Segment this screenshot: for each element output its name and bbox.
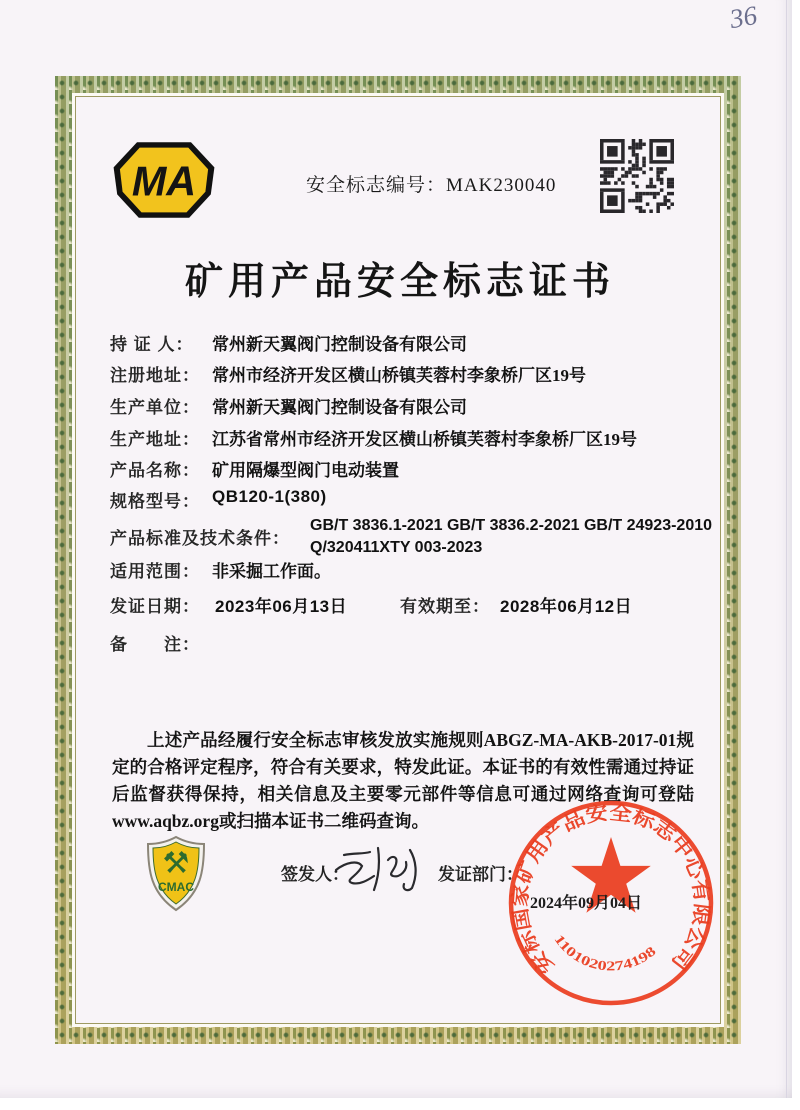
issue-date-value: 2023年06月13日: [215, 597, 348, 616]
field-label-model: 规格型号：: [110, 492, 200, 511]
field-value-reg-address: 常州市经济开发区横山桥镇芙蓉村李象桥厂区19号: [212, 366, 586, 385]
seal-company-arc: 安标国家矿用产品安全标志中心有限公司: [510, 802, 712, 977]
field-value-product-name: 矿用隔爆型阀门电动装置: [212, 461, 399, 480]
certificate-number-value: MAK230040: [446, 175, 557, 196]
certificate-number-label: 安全标志编号：: [306, 175, 447, 196]
valid-until-value: 2028年06月12日: [500, 597, 633, 616]
signer-signature: [330, 840, 430, 894]
field-label-prod-address: 生产地址：: [110, 430, 200, 449]
field-label-reg-address: 注册地址：: [110, 366, 200, 385]
ma-logo-text: MA: [131, 158, 197, 205]
field-label-product-name: 产品名称：: [110, 461, 200, 480]
cmac-badge-icon: [145, 835, 207, 913]
field-value-standards: GB/T 3836.1-2021 GB/T 3836.2-2021 GB/T 24923-2010 Q/320411XTY 003-2023: [310, 517, 713, 556]
scan-edge-line: [786, 0, 787, 1098]
ma-safety-mark-icon: [110, 138, 218, 222]
certificate-number-line: [306, 170, 556, 197]
statement-paragraph: 上述产品经履行安全标志审核发放实施规则ABGZ-MA-AKB-2017-01规定的合格评定程序，符合有关要求，特发此证。本证书的有效性需通过持证后监督获得保持，相关信息及主要零元部件等信息可通过网络查询可登陆www.aqbz.org或扫描本证书二维码查询。: [112, 730, 694, 831]
signer-label: 签发人：: [281, 865, 349, 884]
field-value-model: QB120-1(380): [212, 487, 327, 506]
qr-code: [600, 139, 674, 213]
field-label-manufacturer: 生产单位：: [110, 398, 200, 417]
certificate-title: 矿用产品安全标志证书: [184, 261, 615, 303]
field-label-holder: 持 证 人：: [110, 335, 194, 354]
seal-group: [508, 801, 713, 1003]
field-value-holder: 常州新天翼阀门控制设备有限公司: [212, 335, 467, 354]
remark-label: 备 注：: [110, 635, 200, 654]
field-value-scope: 非采掘工作面。: [212, 562, 331, 581]
field-label-standards: 产品标准及技术条件：: [110, 529, 290, 548]
field-value-prod-address: 江苏省常州市经济开发区横山桥镇芙蓉村李象桥厂区19号: [212, 430, 637, 449]
field-value-manufacturer: 常州新天翼阀门控制设备有限公司: [212, 398, 467, 417]
handwritten-page-number: 36: [727, 0, 760, 35]
cmac-text: CMAC: [158, 880, 194, 894]
valid-until-label: 有效期至：: [400, 597, 490, 616]
official-seal: [503, 793, 719, 1009]
seal-number-arc: 1101020274198: [551, 931, 657, 974]
cmac-hammers-icon: ⚒: [162, 847, 190, 880]
issuer-label: 发证部门：: [438, 865, 523, 884]
issue-date-label: 发证日期：: [110, 597, 200, 616]
seal-date: 2024年09月04日: [529, 895, 643, 912]
field-label-scope: 适用范围：: [110, 562, 200, 581]
